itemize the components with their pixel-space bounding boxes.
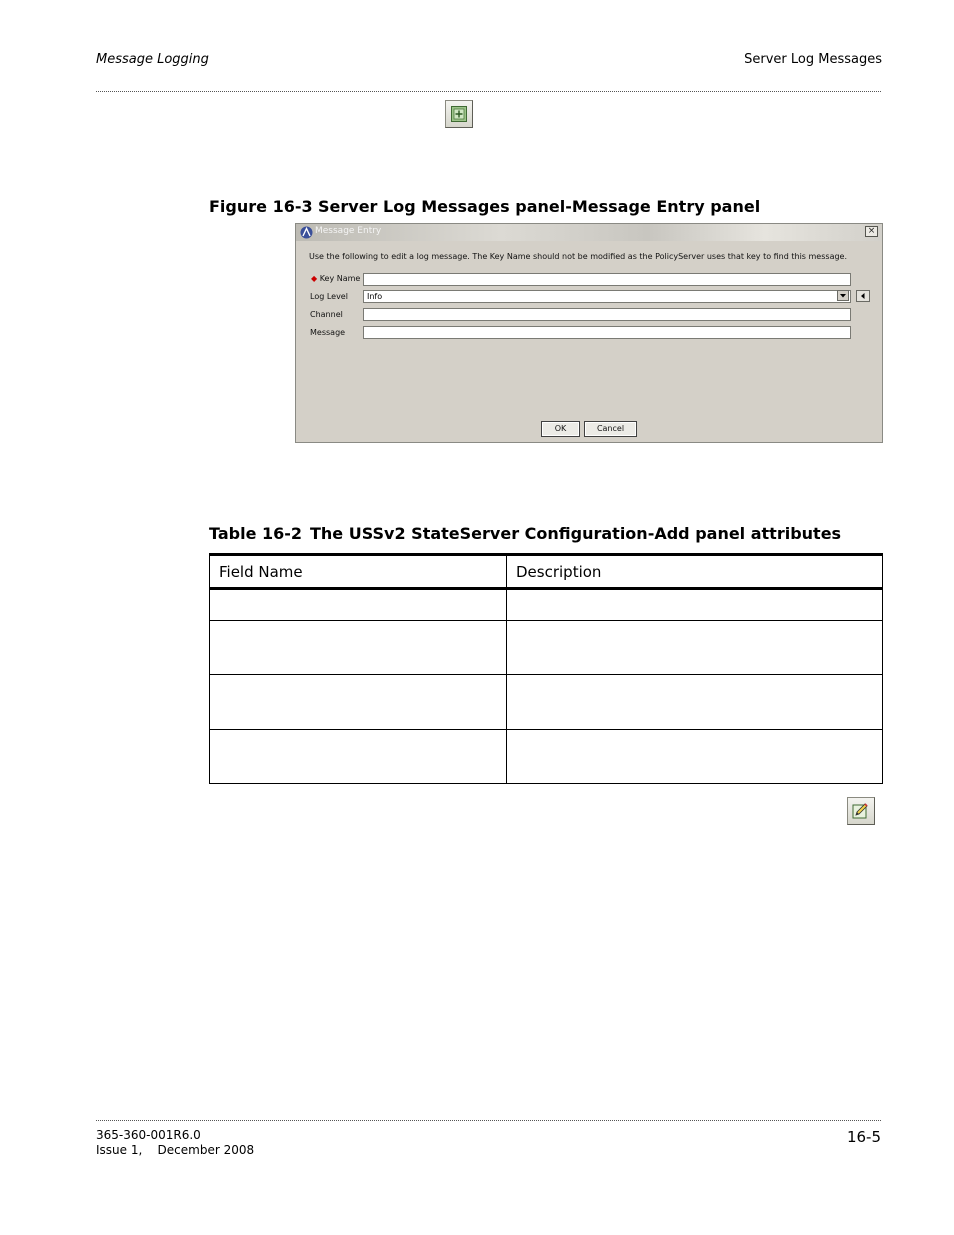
required-marker-icon: ◆	[311, 274, 318, 283]
table-header-row	[210, 555, 883, 589]
dialog-instructions: Use the following to edit a log message. The Key Name should not be modified as the PolicyServer uses that key to find this message.	[309, 252, 848, 261]
column-header-description: Description	[507, 555, 883, 589]
table-cell	[210, 675, 507, 730]
key-name-input[interactable]	[363, 273, 851, 286]
document-id: 365-360-001R6.0	[96, 1128, 201, 1142]
table-cell	[507, 621, 883, 675]
table-cell	[210, 621, 507, 675]
column-header-field-name: Field Name	[210, 555, 507, 589]
edit-icon[interactable]	[847, 797, 875, 825]
add-icon[interactable]	[445, 100, 473, 128]
channel-label: Channel	[310, 310, 343, 319]
running-header-chapter: Message Logging	[96, 52, 209, 67]
table-row	[210, 621, 883, 675]
log-level-select[interactable]: Info	[363, 290, 851, 303]
key-name-label: ◆ Key Name	[311, 274, 361, 283]
table-number: Table 16-2	[209, 524, 303, 543]
table-caption	[209, 524, 841, 543]
table-cell	[507, 675, 883, 730]
close-icon[interactable]: ×	[865, 226, 878, 237]
table-row	[210, 675, 883, 730]
dialog-titlebar[interactable]	[296, 224, 882, 241]
running-header-section: Server Log Messages	[744, 52, 882, 67]
collapse-arrow-icon[interactable]	[856, 290, 870, 302]
chevron-down-icon[interactable]	[837, 290, 849, 301]
footer-divider	[96, 1120, 881, 1121]
table-title: The USSv2 StateServer Configuration-Add panel attributes	[310, 524, 842, 543]
log-level-label: Log Level	[310, 292, 348, 301]
header-divider	[96, 91, 881, 92]
figure-number: Figure 16-3	[209, 197, 313, 216]
message-input[interactable]	[363, 326, 851, 339]
ok-button[interactable]: OK	[541, 421, 580, 437]
dialog-title: Message Entry	[315, 226, 382, 236]
channel-input[interactable]	[363, 308, 851, 321]
table-cell	[507, 730, 883, 784]
table-row	[210, 730, 883, 784]
table-row	[210, 589, 883, 621]
cancel-button[interactable]: Cancel	[584, 421, 637, 437]
message-label: Message	[310, 328, 346, 337]
attributes-table	[209, 553, 883, 784]
table-cell	[507, 589, 883, 621]
app-logo-icon	[300, 226, 313, 239]
figure-caption	[209, 197, 760, 216]
page-number: 16-5	[846, 1128, 881, 1146]
table-cell	[210, 589, 507, 621]
figure-title: Server Log Messages panel-Message Entry panel	[318, 197, 761, 216]
message-entry-dialog	[295, 223, 883, 443]
issue-date: Issue 1, December 2008	[96, 1143, 255, 1157]
table-cell	[210, 730, 507, 784]
